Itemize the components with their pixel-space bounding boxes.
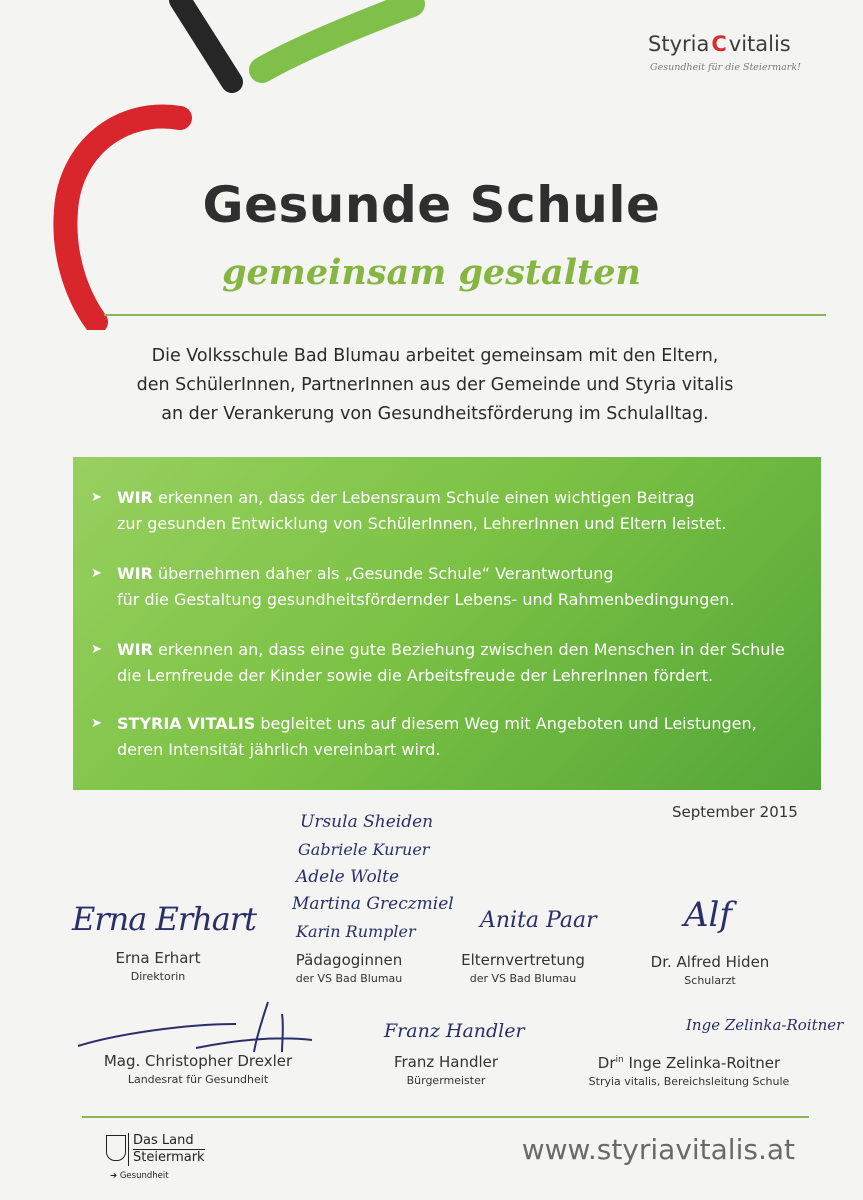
commitments-box <box>73 457 821 790</box>
signatory-name: $Dr^{in}$ Inge Zelinka-Roitner <box>597 1054 781 1072</box>
commitment-item <box>91 637 811 689</box>
arrow-bullet-icon: ➤ <box>91 566 102 581</box>
commitment-item <box>91 561 811 613</box>
signatory-role: Landesrat für Gesundheit <box>127 1073 269 1086</box>
signatory-role: Direktorin <box>130 970 186 983</box>
signatory-role: der VS Bad Blumau <box>295 972 403 985</box>
signatory <box>78 949 238 983</box>
apple-icon: C <box>711 32 727 56</box>
intro-paragraph <box>60 342 810 429</box>
signatory <box>366 1053 526 1087</box>
apple-stem-stroke <box>180 0 232 82</box>
signatory <box>630 953 790 987</box>
land-steiermark-logo <box>106 1133 205 1189</box>
commitment-keyword: STYRIA VITALIS <box>117 714 256 733</box>
commitment-text: begleitet uns auf diesem Weg mit Angeboten und Leistungen, <box>255 714 757 733</box>
signatory-name: Dr. Alfred Hiden <box>650 953 770 971</box>
arrow-bullet-icon: ➤ <box>91 642 102 657</box>
commitment-text: zur gesunden Entwicklung von SchülerInnen, LehrerInnen und Eltern leistet. <box>117 514 727 533</box>
land-line2: Steiermark <box>133 1150 205 1165</box>
handwritten-signature: Franz Handler <box>384 1020 525 1042</box>
apple-leaf-stroke <box>262 4 412 70</box>
signatory <box>264 951 434 985</box>
coat-of-arms-icon <box>106 1135 126 1161</box>
commitment-keyword: WIR <box>117 488 153 507</box>
commitment-text: erkennen an, dass eine gute Beziehung zwischen den Menschen in der Schule <box>152 640 785 659</box>
commitment-text: übernehmen daher als „Gesunde Schule“ Verantwortung <box>152 564 614 583</box>
commitment-text: die Lernfreude der Kinder sowie die Arbeitsfreude der LehrerInnen fördert. <box>117 666 714 685</box>
commitment-text: für die Gestaltung gesundheitsfördernder Lebens- und Rahmenbedingungen. <box>117 590 735 609</box>
handwritten-signature: Adele Wolte <box>296 867 400 887</box>
intro-line: Die Volksschule Bad Blumau arbeitet gemeinsam mit den Eltern, <box>151 346 719 366</box>
commitment-item <box>91 711 811 763</box>
land-line1: Das Land <box>133 1133 205 1150</box>
commitment-text: erkennen an, dass der Lebensraum Schule einen wichtigen Beitrag <box>152 488 695 507</box>
handwritten-signature: Anita Paar <box>480 908 597 933</box>
signatory <box>438 951 608 985</box>
handwritten-signature: Ursula Sheiden <box>300 812 434 832</box>
signatory-role: Schularzt <box>684 974 736 987</box>
land-wordmark <box>128 1133 205 1166</box>
commitment-keyword: WIR <box>117 640 153 659</box>
signatory-name: Mag. Christopher Drexler <box>103 1052 293 1070</box>
logo-name-left: Styria <box>648 32 710 56</box>
signatory-role: der VS Bad Blumau <box>469 972 577 985</box>
page-title: Gesunde Schule <box>202 176 661 234</box>
commitment-text: deren Intensität jährlich vereinbart wird. <box>117 740 441 759</box>
handwritten-signature: Karin Rumpler <box>296 922 416 941</box>
styria-vitalis-logo <box>648 16 808 86</box>
intro-line: an der Verankerung von Gesundheitsförderung im Schulalltag. <box>161 404 709 424</box>
handwritten-signature: Inge Zelinka-Roitner <box>686 1016 844 1034</box>
handwritten-signature: Gabriele Kuruer <box>298 840 430 859</box>
divider-bottom <box>82 1116 809 1118</box>
handwritten-signature: Erna Erhart <box>72 900 257 938</box>
signatory-name: Erna Erhart <box>115 949 201 967</box>
signatory-name: Pädagoginnen <box>295 951 403 969</box>
page-subtitle: gemeinsam gestalten <box>222 252 641 293</box>
logo-name-right: vitalis <box>728 32 791 56</box>
drexler-signature-scrawl <box>76 1000 316 1060</box>
land-subtitle: ➔ Gesundheit <box>110 1171 169 1181</box>
signatory-role: Stryia vitalis, Bereichsleitung Schule <box>588 1075 790 1088</box>
handwritten-signature: Alf <box>684 895 733 935</box>
commitment-keyword: WIR <box>117 564 153 583</box>
signatory <box>88 1052 308 1086</box>
intro-line: den SchülerInnen, PartnerInnen aus der Gemeinde und Styria vitalis <box>136 375 734 395</box>
arrow-bullet-icon: ➤ <box>91 716 102 731</box>
arrow-bullet-icon: ➤ <box>91 490 102 505</box>
commitment-item <box>91 485 811 537</box>
logo-wordmark <box>648 32 791 56</box>
handwritten-signature: Martina Greczmiel <box>292 894 454 914</box>
signatory <box>584 1054 794 1088</box>
signatory-name: Franz Handler <box>393 1053 499 1071</box>
website-url: www.styriavitalis.at <box>521 1133 795 1166</box>
document-date: September 2015 <box>672 803 798 821</box>
logo-tagline: Gesundheit für die Steiermark! <box>650 62 801 73</box>
signatory-name: Elternvertretung <box>461 951 585 969</box>
divider-top <box>104 314 826 316</box>
signatory-role: Bürgermeister <box>406 1074 486 1087</box>
